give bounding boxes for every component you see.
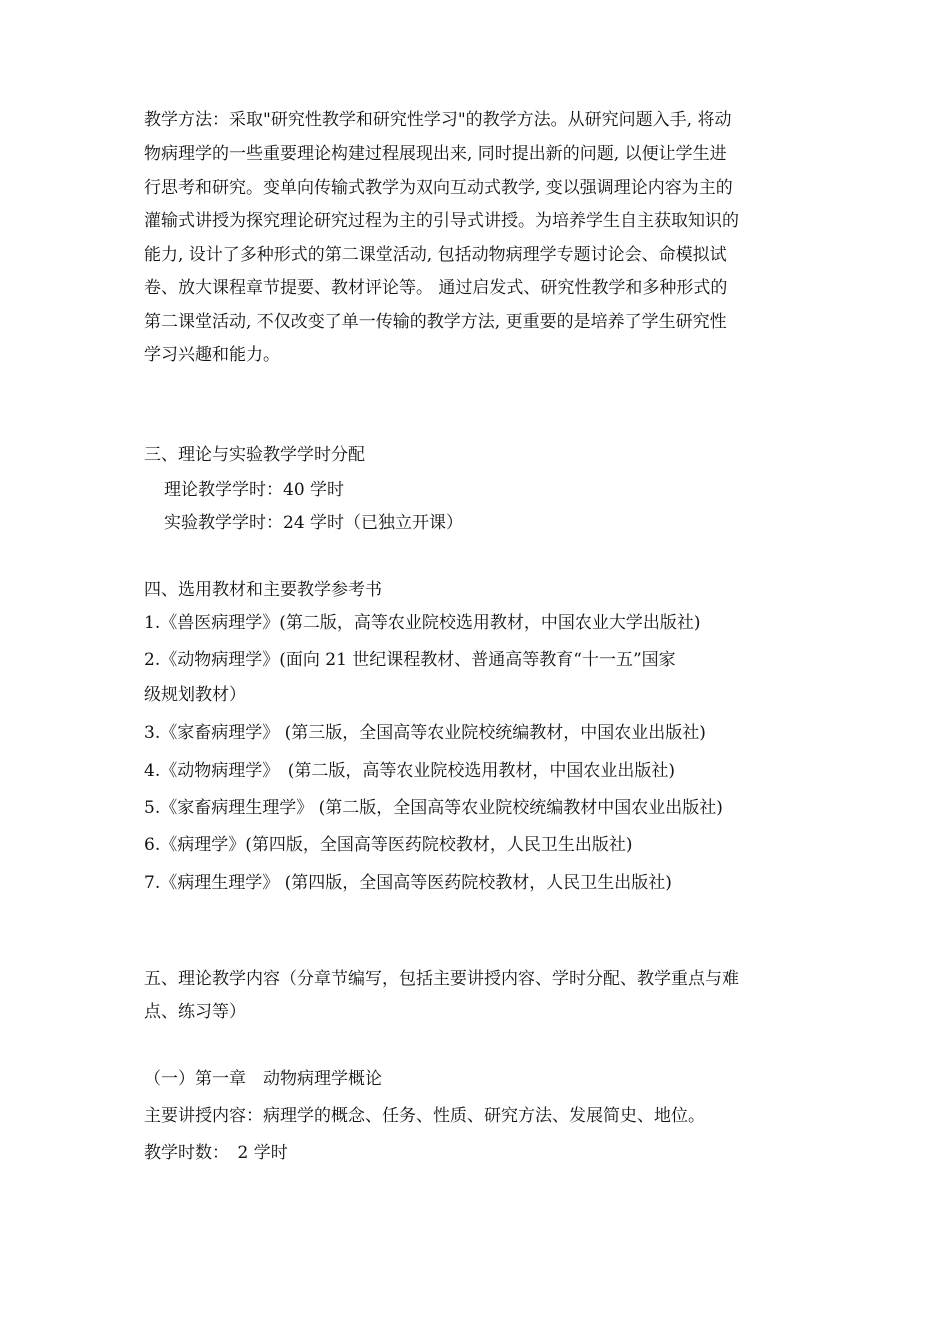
paragraph-line: 学习兴趣和能力。 — [144, 345, 280, 365]
section-four-heading: 四、选用教材和主要教学参考书 — [144, 580, 382, 600]
section-five-heading: 五、理论教学内容（分章节编写，包括主要讲授内容、学时分配、教学重点与难 — [144, 969, 739, 989]
section-three-heading: 三、理论与实验教学学时分配 — [144, 445, 365, 465]
chapter-one-title: （一）第一章 动物病理学概论 — [144, 1069, 382, 1089]
paragraph-line: 行思考和研究。变单向传输式教学为双向互动式教学, 变以强调理论内容为主的 — [144, 178, 733, 198]
paragraph-line: 教学方法：采取"研究性教学和研究性学习"的教学方法。从研究问题入手, 将动 — [144, 110, 732, 130]
list-item: 2.《动物病理学》(面向 21 世纪课程教材、普通高等教育“十一五”国家 — [144, 650, 676, 670]
lab-hours: 实验教学学时：24 学时（已独立开课） — [164, 513, 464, 533]
list-item: 1.《兽医病理学》(第二版，高等农业院校选用教材，中国农业大学出版社) — [144, 613, 701, 633]
list-item: 6.《病理学》(第四版，全国高等医药院校教材，人民卫生出版社) — [144, 835, 633, 855]
chapter-one-hours: 教学时数： 2 学时 — [144, 1143, 288, 1163]
list-item: 7.《病理生理学》 (第四版，全国高等医药院校教材，人民卫生出版社) — [144, 873, 672, 893]
section-five-heading-cont: 点、练习等） — [144, 1002, 246, 1022]
paragraph-line: 物病理学的一些重要理论构建过程展现出来, 同时提出新的问题, 以便让学生进 — [144, 144, 727, 164]
paragraph-line: 第二课堂活动, 不仅改变了单一传输的教学方法, 更重要的是培养了学生研究性 — [144, 312, 727, 332]
theory-hours: 理论教学学时：40 学时 — [164, 480, 345, 500]
paragraph-line: 灌输式讲授为探究理论研究过程为主的引导式讲授。为培养学生自主获取知识的 — [144, 211, 739, 231]
paragraph-line: 卷、放大课程章节提要、教材评论等。 通过启发式、研究性教学和多种形式的 — [144, 278, 728, 298]
list-item: 3.《家畜病理学》 (第三版，全国高等农业院校统编教材，中国农业出版社) — [144, 723, 706, 743]
list-item: 5.《家畜病理生理学》 (第二版，全国高等农业院校统编教材中国农业出版社) — [144, 798, 723, 818]
list-item: 级规划教材） — [144, 685, 246, 705]
list-item: 4.《动物病理学》 (第二版，高等农业院校选用教材，中国农业出版社) — [144, 761, 675, 781]
chapter-one-content: 主要讲授内容：病理学的概念、任务、性质、研究方法、发展简史、地位。 — [144, 1106, 705, 1126]
paragraph-line: 能力, 设计了多种形式的第二课堂活动, 包括动物病理学专题讨论会、命模拟试 — [144, 245, 727, 265]
